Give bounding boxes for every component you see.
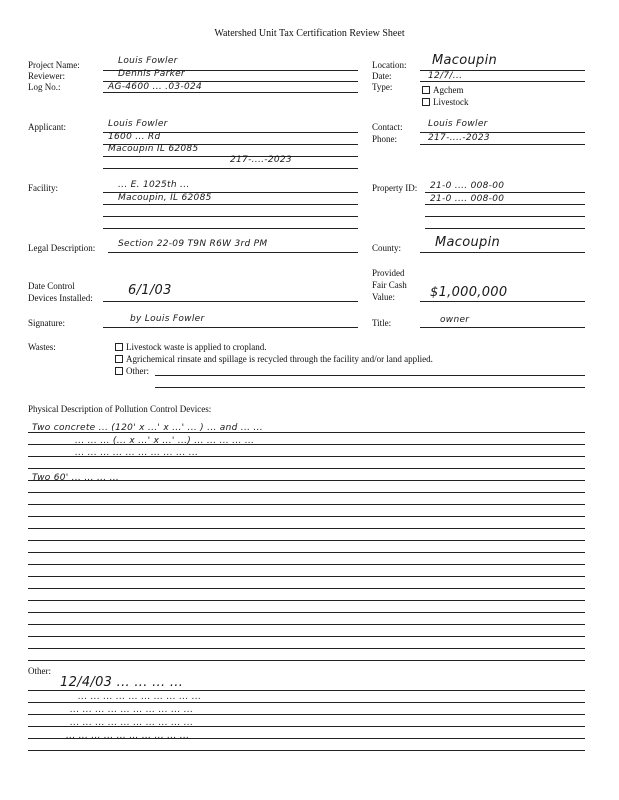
label-physical-description: Physical Description of Pollution Control Devices: [28, 404, 212, 414]
hw-applicant-phone-extra[interactable]: 217-....-2023 [230, 155, 292, 165]
log-no-line [103, 92, 358, 93]
other-line-2 [28, 702, 585, 703]
waste-option-agrichemical[interactable] [115, 354, 433, 365]
desc-line-12 [28, 564, 585, 565]
waste-other-checkbox[interactable] [115, 367, 123, 375]
hw-project-name[interactable]: Louis Fowler [118, 56, 178, 66]
waste-option-other[interactable] [115, 366, 149, 377]
signature-line [103, 327, 358, 328]
hw-other-line-4[interactable]: ... ... ... ... ... ... ... ... ... ... [70, 718, 194, 728]
phone-line [420, 144, 585, 145]
desc-line-6 [28, 492, 585, 493]
hw-other-line-1[interactable]: 12/4/03 ... ... ... ... [60, 675, 184, 690]
label-fair-cash: Fair Cash [372, 280, 407, 290]
date-line [420, 81, 585, 82]
hw-applicant-name[interactable]: Louis Fowler [108, 119, 168, 129]
hw-facility-addr1[interactable]: ... E. 1025th ... [118, 180, 190, 190]
waste-agrichemical-checkbox[interactable] [115, 355, 123, 363]
other-line-6 [28, 750, 585, 751]
desc-line-10 [28, 540, 585, 541]
form-title: Watershed Unit Tax Certification Review Sheet [214, 28, 405, 39]
agchem-checkbox[interactable] [422, 86, 430, 94]
desc-line-15 [28, 600, 585, 601]
property-id-line-2 [425, 204, 585, 205]
devices-installed-line [103, 301, 358, 302]
desc-line-16 [28, 612, 585, 613]
title-line [420, 327, 585, 328]
hw-signature[interactable]: by Louis Fowler [130, 314, 205, 324]
legal-description-line [108, 252, 358, 253]
hw-fair-cash-value[interactable]: $1,000,000 [430, 285, 508, 300]
hw-other-line-5[interactable]: ... ... ... ... ... ... ... ... ... ... [66, 731, 190, 741]
waste-option-livestock[interactable] [115, 342, 266, 353]
desc-line-8 [28, 516, 585, 517]
hw-legal-description[interactable]: Section 22-09 T9N R6W 3rd PM [118, 239, 268, 249]
fair-cash-value-line [420, 301, 585, 302]
hw-applicant-addr2[interactable]: Macoupin IL 62085 [108, 144, 199, 154]
desc-line-13 [28, 576, 585, 577]
desc-line-18 [28, 636, 585, 637]
county-line [420, 252, 585, 253]
facility-line-2 [103, 204, 358, 205]
desc-line-14 [28, 588, 585, 589]
desc-line-20 [28, 660, 585, 661]
waste-agrichemical-label: Agrichemical rinsate and spillage is recycled through the facility and/or land applied. [126, 354, 433, 364]
hw-phone[interactable]: 217-....-2023 [428, 133, 490, 143]
desc-line-19 [28, 648, 585, 649]
waste-livestock-checkbox[interactable] [115, 343, 123, 351]
hw-other-line-3[interactable]: ... ... ... ... ... ... ... ... ... ... [70, 705, 194, 715]
waste-other-line-2 [155, 387, 585, 388]
hw-log-no[interactable]: AG-4600 ... .03-024 [108, 82, 203, 92]
type-option-livestock[interactable] [422, 97, 469, 108]
label-title: Title: [372, 318, 392, 328]
hw-reviewer[interactable]: Dennis Parker [118, 69, 185, 79]
label-date: Date: [372, 71, 392, 81]
hw-property-id-2[interactable]: 21-0 .... 008-00 [430, 194, 505, 204]
label-location: Location: [372, 60, 407, 70]
other-line-1 [28, 690, 585, 691]
hw-title-value[interactable]: owner [440, 315, 470, 325]
applicant-line-4 [103, 168, 358, 169]
label-applicant: Applicant: [28, 122, 66, 132]
label-property-id: Property ID: [372, 183, 418, 193]
label-phone: Phone: [372, 134, 398, 144]
hw-date-installed[interactable]: 6/1/03 [128, 283, 172, 298]
facility-line-3 [103, 216, 358, 217]
desc-line-7 [28, 504, 585, 505]
type-option-agchem[interactable] [422, 85, 464, 96]
property-id-line-4 [425, 228, 585, 229]
desc-line-11 [28, 552, 585, 553]
hw-date[interactable]: 12/7/... [428, 71, 463, 81]
hw-desc-line-3[interactable]: ... ... ... ... ... ... ... ... ... ... [75, 448, 199, 458]
livestock-label: Livestock [433, 97, 469, 107]
agchem-label: Agchem [433, 85, 464, 95]
hw-desc-line-4[interactable]: Two 60' ... ... ... ... [32, 473, 120, 483]
waste-livestock-label: Livestock waste is applied to cropland. [126, 342, 267, 352]
label-county: County: [372, 243, 402, 253]
hw-applicant-addr1[interactable]: 1600 ... Rd [108, 132, 161, 142]
desc-line-4 [28, 468, 585, 469]
label-project-name: Project Name: [28, 60, 80, 70]
label-legal-description: Legal Description: [28, 243, 96, 253]
label-type: Type: [372, 82, 393, 92]
label-reviewer: Reviewer: [28, 71, 65, 81]
label-devices-installed: Devices Installed: [28, 293, 93, 303]
hw-contact[interactable]: Louis Fowler [428, 119, 488, 129]
label-facility: Facility: [28, 183, 58, 193]
hw-other-line-2[interactable]: ... ... ... ... ... ... ... ... ... ... [78, 692, 202, 702]
hw-property-id-1[interactable]: 21-0 .... 008-00 [430, 181, 505, 191]
livestock-checkbox[interactable] [422, 98, 430, 106]
label-log-no: Log No.: [28, 82, 61, 92]
label-date-control: Date Control [28, 281, 75, 291]
hw-county[interactable]: Macoupin [435, 235, 501, 250]
waste-other-label: Other: [126, 366, 149, 376]
property-id-line-1 [425, 192, 585, 193]
label-contact: Contact: [372, 122, 403, 132]
label-value: Value: [372, 292, 395, 302]
label-signature: Signature: [28, 318, 65, 328]
facility-line-4 [103, 228, 358, 229]
label-wastes: Wastes: [28, 342, 56, 352]
hw-facility-addr2[interactable]: Macoupin, IL 62085 [118, 193, 212, 203]
label-provided: Provided [372, 268, 405, 278]
hw-location[interactable]: Macoupin [432, 53, 498, 68]
hw-desc-line-1[interactable]: Two concrete ... (120' x ...' x ...' ... ) ... and ... ... [32, 423, 263, 433]
property-id-line-3 [425, 216, 585, 217]
label-other: Other: [28, 666, 51, 676]
desc-line-17 [28, 624, 585, 625]
desc-line-9 [28, 528, 585, 529]
hw-desc-line-2[interactable]: ... ... ... (... x ...' x ...' ...) ... ... ... ... ... [75, 436, 255, 446]
waste-other-line-1 [155, 375, 585, 376]
